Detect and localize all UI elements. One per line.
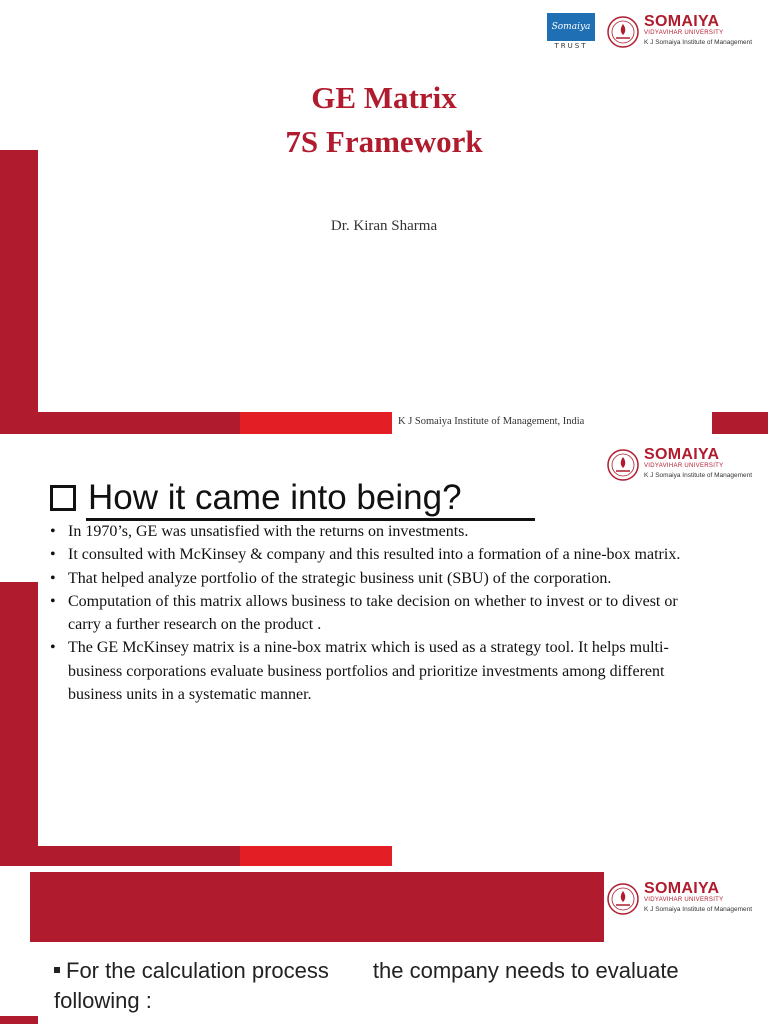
list-item: • That helped analyze portfolio of the strategic business unit (SBU) of the corporation. — [50, 567, 700, 590]
bottom-bright-red-bar — [240, 846, 392, 866]
bottom-red-bar — [38, 846, 240, 866]
left-red-bar — [0, 150, 38, 434]
left-red-bar — [0, 582, 38, 866]
slide-title-line1: GE Matrix — [311, 80, 457, 115]
list-item: • In 1970’s, GE was unsatisfied with the returns on investments. — [50, 520, 700, 543]
bottom-right-red-bar — [712, 412, 768, 434]
footer-institute: K J Somaiya Institute of Management, India — [398, 416, 585, 427]
title-slide — [0, 0, 768, 434]
somaiya-emblem-icon — [606, 448, 640, 482]
calculation-text: For the calculation process the company needs to evaluate following : — [54, 958, 679, 1013]
calculation-slide — [0, 866, 768, 1024]
somaiya-university-logo: SOMAIYA VIDYAVIHAR UNIVERSITY K J Somaiya Institute of Management — [606, 446, 756, 486]
somaiya-trust-logo: Somaiya TRUST — [547, 13, 595, 51]
checkbox-bullet-icon — [50, 485, 76, 511]
author-name: Dr. Kiran Sharma — [330, 218, 438, 234]
somaiya-emblem-icon — [606, 882, 640, 916]
bullet-list — [50, 520, 700, 706]
slide-heading: How it came into being? — [50, 478, 462, 518]
list-item: • The GE McKinsey matrix is a nine-box matrix which is used as a strategy tool. It helps multi-business corporations evaluate business portfolios and prioritize investments among different business units in a systematic manner. — [50, 636, 700, 706]
square-bullet-icon — [54, 967, 60, 973]
somaiya-university-logo: SOMAIYA VIDYAVIHAR UNIVERSITY K J Somaiya Institute of Management — [606, 13, 756, 53]
bottom-bright-red-bar — [240, 412, 392, 434]
list-item: • Computation of this matrix allows business to take decision on whether to invest or to divest or carry a further research on the product . — [50, 590, 700, 637]
top-red-banner — [30, 872, 604, 942]
somaiya-university-logo: SOMAIYA VIDYAVIHAR UNIVERSITY K J Somaiya Institute of Management — [606, 880, 756, 920]
bottom-red-bar — [38, 412, 240, 434]
history-slide — [0, 434, 768, 866]
left-red-bar — [0, 1016, 38, 1024]
list-item: • It consulted with McKinsey & company and this resulted into a formation of a nine-box matrix. — [50, 543, 700, 566]
somaiya-emblem-icon — [606, 15, 640, 49]
slide-title-line2: 7S Framework — [285, 124, 483, 159]
